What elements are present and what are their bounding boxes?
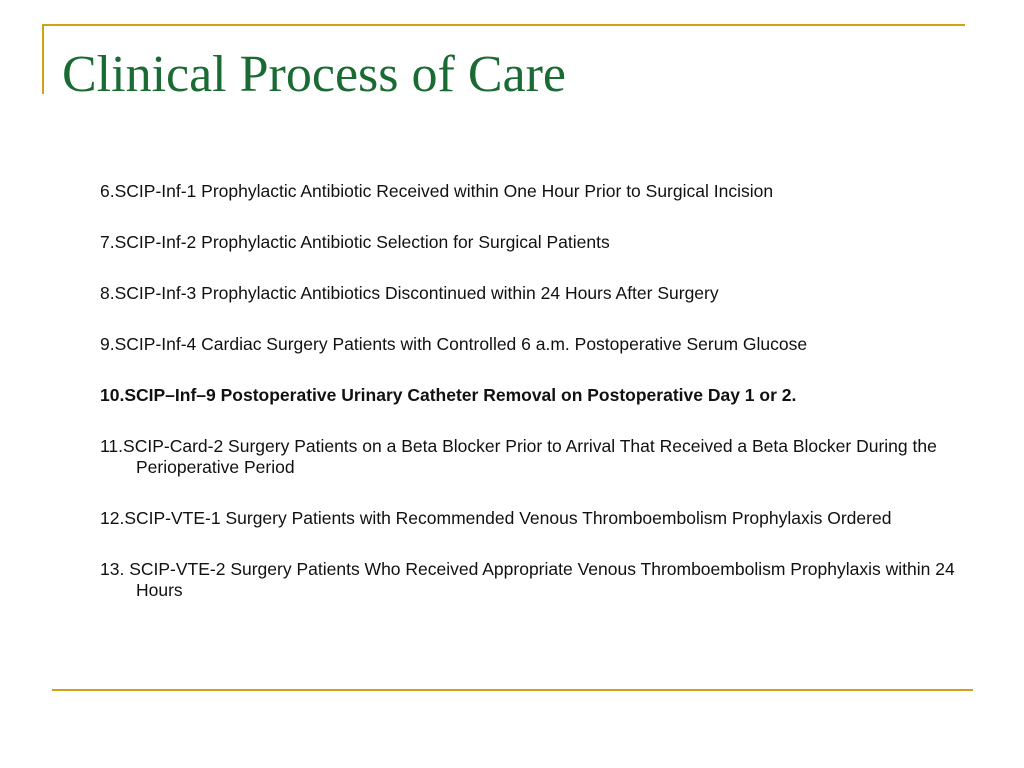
bottom-accent-rule (52, 689, 973, 691)
left-accent-rule (42, 24, 44, 94)
measure-item-11: 11.SCIP-Card-2 Surgery Patients on a Beta Blocker Prior to Arrival That Received a Beta Blocker During the Perioperative Period (100, 436, 937, 477)
measure-item-13: 13. SCIP-VTE-2 Surgery Patients Who Received Appropriate Venous Thromboembolism Prophylaxis within 24 Hours (100, 559, 955, 600)
measure-item-7: 7.SCIP-Inf-2 Prophylactic Antibiotic Selection for Surgical Patients (100, 232, 610, 252)
slide-title: Clinical Process of Care (62, 46, 566, 103)
measure-item-10: 10.SCIP–Inf–9 Postoperative Urinary Catheter Removal on Postoperative Day 1 or 2. (100, 385, 797, 405)
measure-list (100, 181, 980, 631)
measure-item-12: 12.SCIP-VTE-1 Surgery Patients with Recommended Venous Thromboembolism Prophylaxis Ordered (100, 508, 892, 528)
top-accent-rule (42, 24, 965, 26)
measure-item-9: 9.SCIP-Inf-4 Cardiac Surgery Patients with Controlled 6 a.m. Postoperative Serum Glucose (100, 334, 808, 354)
measure-item-8: 8.SCIP-Inf-3 Prophylactic Antibiotics Discontinued within 24 Hours After Surgery (100, 283, 719, 303)
measure-item-6: 6.SCIP-Inf-1 Prophylactic Antibiotic Received within One Hour Prior to Surgical Incision (100, 181, 774, 201)
